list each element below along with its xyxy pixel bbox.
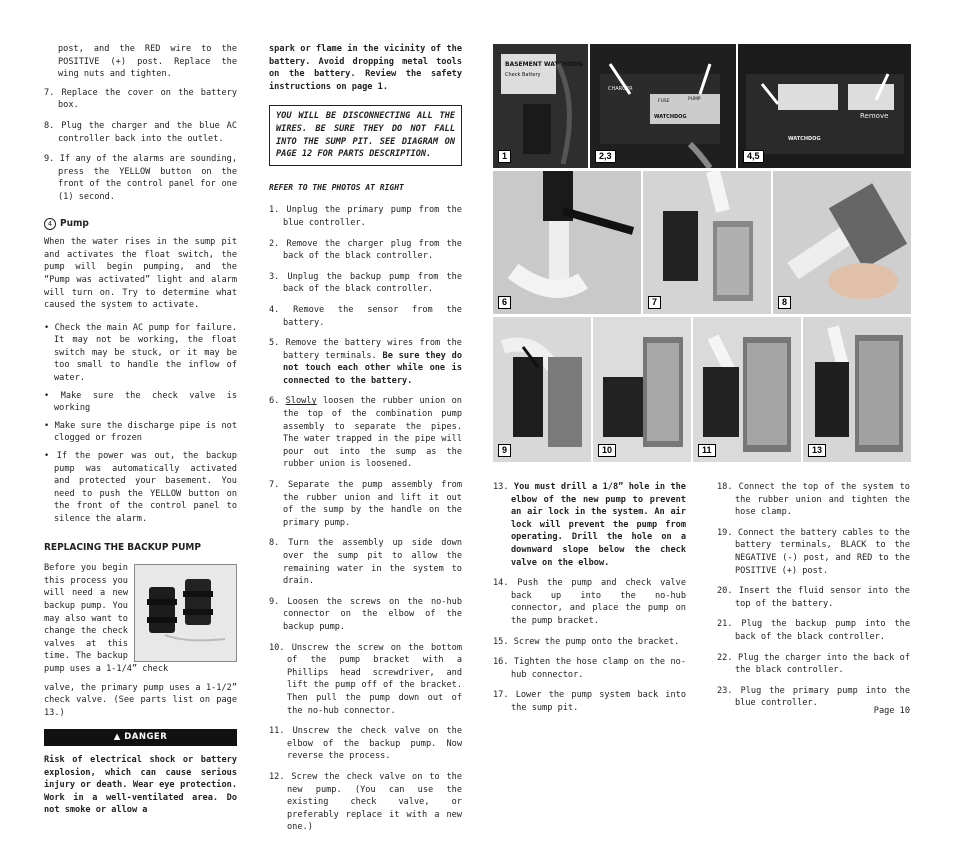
column-2 — [269, 43, 462, 842]
step-7: 7. Replace the cover on the battery box. — [44, 87, 237, 111]
step-continued: post, and the RED wire to the POSITIVE (+) post. Replace the wing nuts and tighten. — [58, 44, 237, 80]
photo-10 — [593, 317, 691, 462]
svg-text:Remove: Remove — [860, 112, 889, 120]
danger-banner: ▲ DANGER — [44, 729, 237, 746]
replacing-heading: REPLACING THE BACKUP PUMP — [44, 541, 201, 553]
step-3: 3. Unplug the backup pump from the back of the black controller. — [269, 271, 462, 295]
step-11: 11. Unscrew the check valve on the elbow of the backup pump. Now reverse the process. — [269, 726, 462, 762]
column-1 — [44, 43, 237, 823]
photo-7 — [643, 171, 771, 314]
photo-label: 13 — [808, 444, 826, 457]
step-12: 12. Screw the check valve on to the new pump. (You can use the existing check valve, or preferably replace it with a new one.) — [269, 771, 462, 833]
step-19: 19. Connect the battery cables to the battery terminals, BLACK to the NEGATIVE (-) post, and RED to the POSITIVE (+) post. — [717, 527, 910, 576]
pump-image-13 — [803, 317, 911, 462]
photo-2-3 — [590, 44, 736, 168]
step-18: 18. Connect the top of the system to the rubber union and tighten the hose clamp. — [717, 482, 910, 518]
refer-photos: REFER TO THE PHOTOS AT RIGHT — [269, 182, 404, 192]
step-20: 20. Insert the fluid sensor into the top of the battery. — [717, 586, 910, 609]
pump-hands-image — [773, 171, 911, 314]
photo-label: 4,5 — [743, 150, 764, 163]
photo-6 — [493, 171, 641, 314]
step-17: 17. Lower the pump system back into the sump pit. — [493, 690, 686, 713]
check-valve-image — [493, 317, 591, 462]
step-15: 15. Screw the pump onto the bracket. — [493, 636, 680, 647]
step-8: 8. Plug the charger and the blue AC controller back into the outlet. — [44, 120, 237, 144]
svg-text:CHARGER: CHARGER — [608, 86, 633, 92]
photo-label: 8 — [778, 296, 791, 309]
step-13: 13. You must drill a 1/8” hole in the elbow of the new pump to prevent an air lock in the system. An air lock will prevent the pump from operating. Drill the hole on a downward slope below the check valve on the elbow. — [493, 482, 686, 568]
page-number: Page 10 — [873, 706, 910, 716]
photo-13 — [803, 317, 911, 462]
pump-paragraph: When the water rises in the sump pit and activates the float switch, the pump will begin pumping, and the “Pump was activated” light and alarm will turn on. Try to determine what caused the system to activate. — [44, 237, 237, 311]
step-6: 6. Slowly loosen the rubber union on the top of the combination pump assembly to separate the pipes. The water trapped in the pipe will pour out into the sump as the rubber union is loosened. — [269, 396, 462, 470]
pump-bullets — [44, 322, 237, 526]
pump-image-10 — [593, 317, 691, 462]
bullet-item: • Make sure the check valve is working — [44, 390, 237, 414]
step-9b: 9. Loosen the screws on the no-hub connector on the elbow of the backup pump. — [269, 596, 462, 632]
svg-text:WATCHDOG: WATCHDOG — [788, 136, 821, 142]
step-2: 2. Remove the charger plug from the back of the black controller. — [269, 238, 462, 262]
screwdriver-union-image — [493, 171, 641, 314]
warning-box: YOU WILL BE DISCONNECTING ALL THE WIRES. BE SURE THEY DO NOT FALL INTO THE SUMP PIT. SEE DIAGRAM ON PAGE 12 FOR PARTS DESCRIPTION. — [269, 105, 462, 165]
photo-1 — [493, 44, 588, 168]
column-4 — [717, 481, 910, 718]
pump-heading — [44, 218, 237, 231]
step-1: 1. Unplug the primary pump from the blue controller. — [269, 205, 462, 228]
check-valves-image — [135, 565, 236, 661]
replace-block — [44, 562, 237, 719]
warning-triangle-icon: ▲ — [113, 732, 125, 743]
svg-text:FUSE: FUSE — [658, 99, 670, 104]
photo-4-5 — [738, 44, 911, 168]
pump-assembly-image — [643, 171, 771, 314]
photo-11 — [693, 317, 801, 462]
step-16: 16. Tighten the hose clamp on the no-hub connector. — [493, 657, 686, 680]
check-valves-photo — [134, 564, 237, 662]
photo-label: 11 — [698, 444, 716, 457]
pump-image-11 — [693, 317, 801, 462]
svg-text:WATCHDOG: WATCHDOG — [654, 114, 687, 120]
danger-continued: spark or flame in the vicinity of the battery. Avoid dropping metal tools on the battery. Review the safety instructions on page 1. — [269, 44, 462, 92]
step-8b: 8. Turn the assembly up side down over the sump pit to allow the remaining water in the system to drain. — [269, 538, 462, 587]
step-21: 21. Plug the backup pump into the back of the black controller. — [717, 619, 910, 642]
bullet-item: • Check the main AC pump for failure. It may not be working, the float switch may be stuck, or it may be too small to handle the inflow of water. — [44, 322, 237, 384]
column-3 — [493, 481, 686, 723]
step-5: 5. Remove the battery wires from the battery terminals. Be sure they do not touch each other while one is connected to the battery. — [269, 338, 462, 386]
bullet-item: • If the power was out, the backup pump was automatically activated and protected your basement. You need to push the YELLOW button on the front of the control panel to silence the alarm. — [44, 451, 237, 524]
svg-text:BASEMENT WATCHDOG: BASEMENT WATCHDOG — [505, 61, 583, 68]
replace-paragraph-a: Before you begin this process you will need a new backup pump. You may also want to change the check valves at this time. The backup pump uses a 1-1/4” check — [44, 563, 169, 674]
photo-label: 2,3 — [595, 150, 616, 163]
photo-label: 9 — [498, 444, 511, 457]
photo-9 — [493, 317, 591, 462]
photo-8 — [773, 171, 911, 314]
photo-label: 1 — [498, 150, 511, 163]
bullet-item: • Make sure the discharge pipe is not clogged or frozen — [44, 420, 237, 444]
photo-label: 10 — [598, 444, 616, 457]
photo-label: 7 — [648, 296, 661, 309]
step-4: 4. Remove the sensor from the battery. — [269, 304, 462, 328]
battery-image — [738, 44, 911, 168]
danger-text: Risk of electrical shock or battery explosion, which can cause serious injury or death. Wear eye protection. Work in a well-ventilated area. Do not smoke or allow a — [44, 754, 237, 816]
circled-number: 4 — [44, 218, 56, 230]
step-22: 22. Plug the charger into the back of the black controller. — [717, 652, 910, 676]
svg-text:Check Battery: Check Battery — [505, 72, 541, 78]
replace-paragraph-b: valve, the primary pump uses a 1-1/2” check valve. (See parts list on page 13.) — [44, 682, 237, 718]
step-14: 14. Push the pump and check valve back up into the no-hub connector, and place the pump on the pump bracket. — [493, 578, 686, 626]
step-10: 10. Unscrew the screw on the bottom of the pump bracket with a Phillips head screwdriver, and lift the pump off of the bracket. Then pull the pump down out of the no-hub connector. — [269, 642, 462, 716]
photo-label: 6 — [498, 296, 511, 309]
step-7b: 7. Separate the pump assembly from the rubber union and lift it out of the sump by the handle on the primary pump. — [269, 480, 462, 528]
photo-grid — [493, 44, 911, 464]
step-23: 23. Plug the primary pump into the blue controller. — [717, 685, 910, 709]
pump-heading-text: Pump — [60, 217, 89, 229]
svg-text:PUMP: PUMP — [688, 97, 701, 102]
step-9: 9. If any of the alarms are sounding, press the YELLOW button on the front of the control panel for one (1) second. — [44, 154, 237, 202]
